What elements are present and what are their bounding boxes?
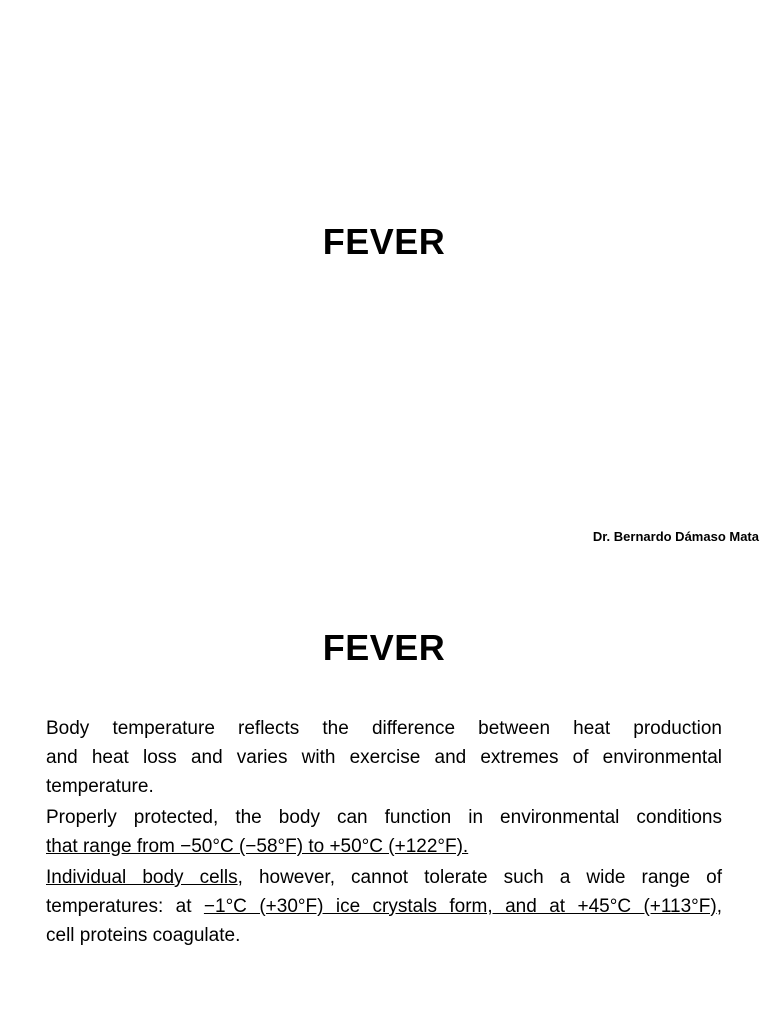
text-line: and heat loss and varies with exercise and extremes of environmental (46, 747, 722, 768)
underlined-range: that range from −50°C (−58°F) to +50°C (+122°F). (46, 836, 469, 857)
text-fragment: , (716, 896, 722, 917)
slide-title: FEVER (322, 627, 446, 668)
text-line: cell proteins coagulate. (46, 925, 241, 946)
text-line (46, 832, 722, 861)
underlined-range: −1°C (+30°F) ice crystals form, and at +45°C (+113°F) (203, 896, 717, 917)
content-slide (0, 576, 768, 1024)
paragraph-cell-tolerance (46, 863, 722, 950)
slide-title: FEVER (322, 221, 446, 262)
author-name: Dr. Bernardo Dámaso Mata (592, 529, 759, 544)
paragraph-protected-range (46, 803, 722, 861)
text-line: temperature. (46, 776, 154, 797)
text-line: Body temperature reflects the difference between heat production (46, 718, 722, 739)
text-line: Properly protected, the body can function in environmental conditions (46, 807, 722, 828)
text-fragment: temperatures: at (46, 896, 204, 917)
slide-body (46, 714, 722, 952)
text-fragment: , however, cannot tolerate such a wide range of (237, 867, 723, 888)
text-line (46, 892, 722, 921)
text-line (46, 863, 722, 892)
underlined-phrase: Individual body cells (46, 867, 238, 888)
paragraph-heat-balance (46, 714, 722, 801)
